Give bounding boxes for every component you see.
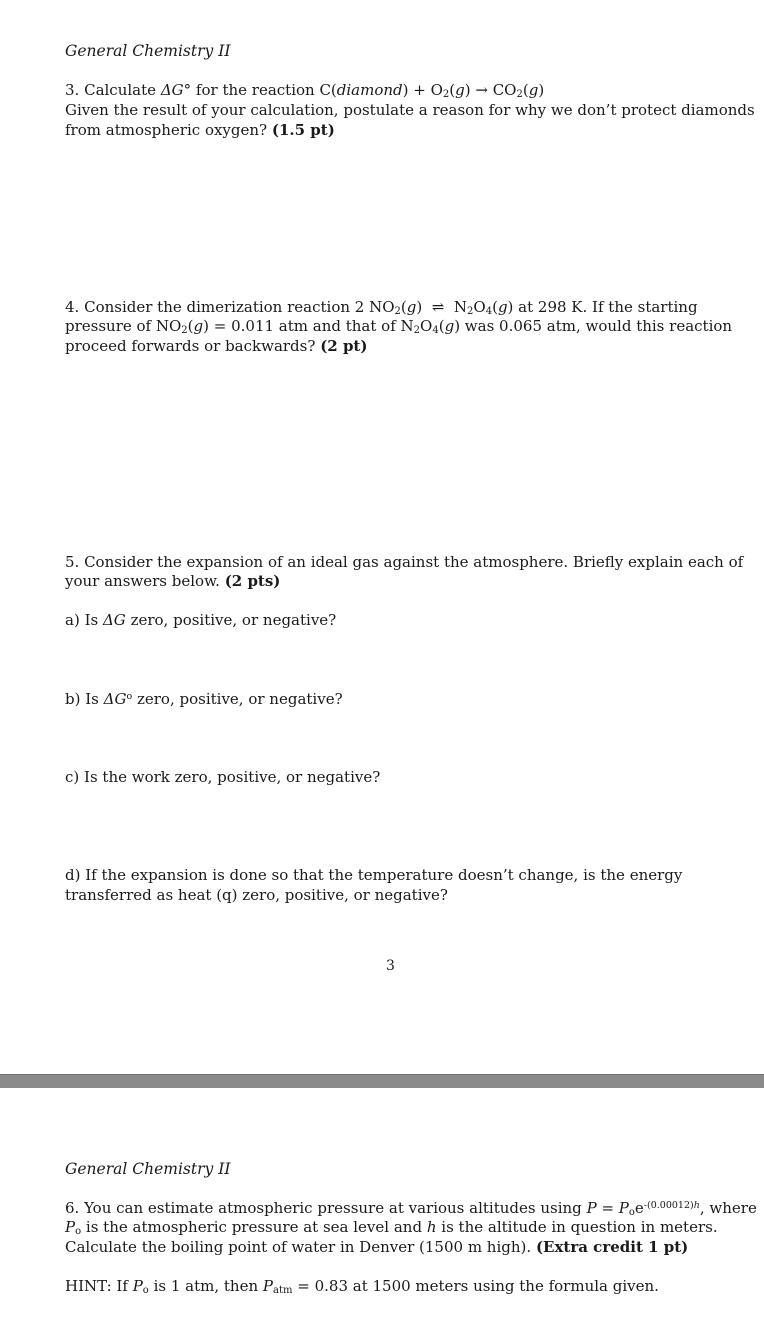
- q5-line-1: 5. Consider the expansion of an ideal gas against the atmosphere. Briefly explain each of: [65, 553, 744, 571]
- q6-line-2: $P_o$ is the atmospheric pressure at sea level and h is the altitude in question in meters.: [65, 1218, 718, 1237]
- q6-hint: HINT: If $P_o$ is 1 atm, then $P_{atm} = 0.83$ at 1500 meters using the formula given.: [65, 1277, 659, 1296]
- q6-line-1: 6. You can estimate atmospheric pressure at various altitudes using $P = P_oe^{-(0.00012)h}$, where: [65, 1199, 757, 1218]
- q3-line-3: from atmospheric oxygen? (1.5 pt): [65, 121, 335, 139]
- q3-points: (1.5 pt): [271, 121, 335, 139]
- q5-points: (2 pts): [224, 572, 281, 590]
- page-header: General Chemistry II: [65, 42, 231, 60]
- q4-line-3: proceed forwards or backwards? (2 pt): [65, 337, 368, 355]
- q3-line-1: 3. Calculate ΔG° for the reaction C(diamond) + $O_2(g) \to CO_2(g)$: [65, 81, 545, 100]
- page-header: General Chemistry II: [65, 1160, 231, 1178]
- q5-line-2: your answers below. (2 pts): [65, 572, 281, 590]
- q5-part-c: c) Is the work zero, positive, or negative?: [65, 768, 381, 786]
- q5-part-b: b) Is $\Delta G^o$ zero, positive, or negative?: [65, 690, 343, 708]
- page-number: 3: [386, 958, 395, 974]
- q3-line-2: Given the result of your calculation, postulate a reason for why we don’t protect diamonds: [65, 101, 755, 119]
- q6-line-3: Calculate the boiling point of water in Denver (1500 m high). (Extra credit 1 pt): [65, 1238, 689, 1256]
- q4-line-2: pressure of $NO_2(g) = 0.011$ atm and that of $N_2O_4(g)$ was 0.065 atm, would this reaction: [65, 317, 733, 336]
- q5-part-a: a) Is ΔG zero, positive, or negative?: [65, 611, 337, 629]
- q4-line-1: 4. Consider the dimerization reaction 2 $NO_2(g)$ ⇌ $N_2O_4(g)$ at 298 K. If the starting: [65, 298, 698, 317]
- q6-extra-credit: (Extra credit 1 pt): [535, 1238, 689, 1256]
- q4-points: (2 pt): [320, 337, 368, 355]
- q5-part-d-line-2: transferred as heat (q) zero, positive, or negative?: [65, 886, 448, 904]
- page-4: [0, 1088, 764, 1338]
- q5-part-d-line-1: d) If the expansion is done so that the temperature doesn’t change, is the energy: [65, 866, 683, 884]
